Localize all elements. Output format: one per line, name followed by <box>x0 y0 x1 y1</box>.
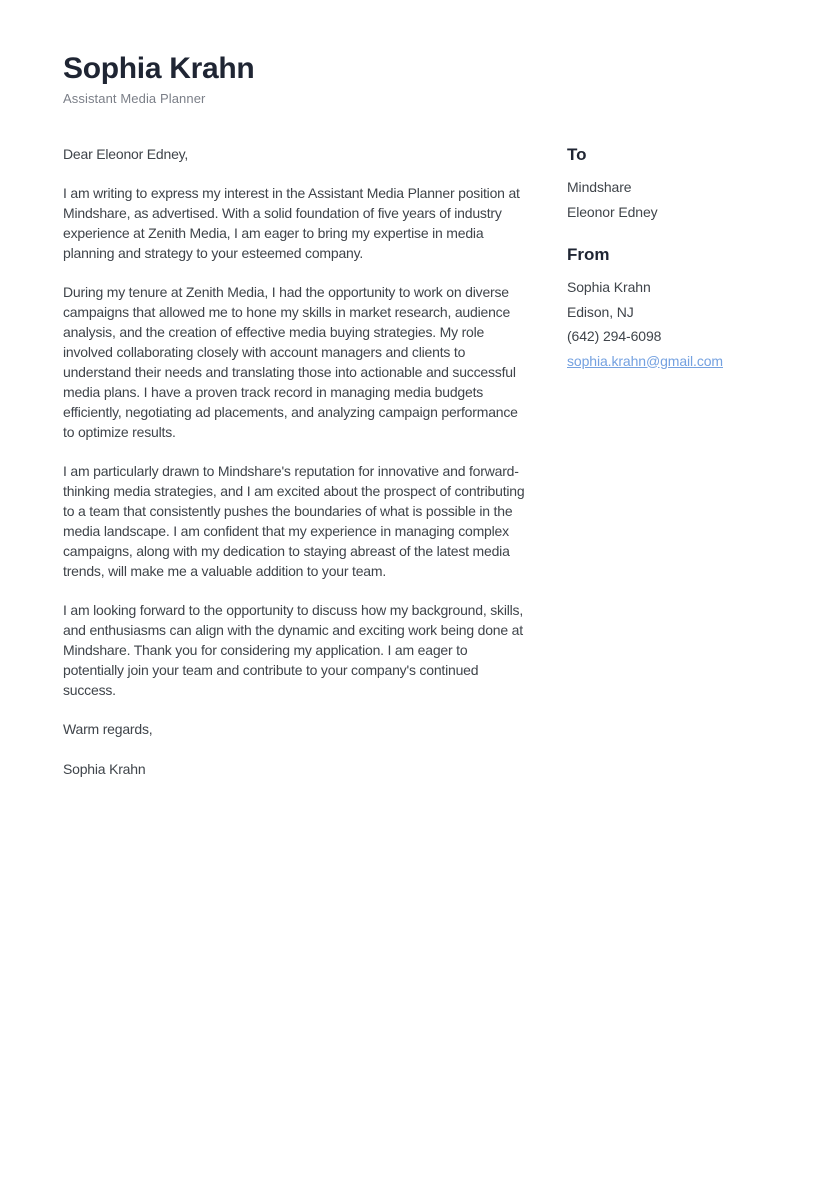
letter-paragraph: During my tenure at Zenith Media, I had the opportunity to work on diverse campaigns that allowed me to hone my skills in market research, audience analysis, and the creation of effective media buying strategies. My role involved collaborating closely with account managers and clients to understand their needs and translating those into actionable and successful media plans. I have a proven track record in managing media budgets efficiently, negotiating ad placements, and analyzing campaign performance to optimize results. <box>63 284 518 440</box>
sender-email-line <box>567 349 767 374</box>
recipient-name: Eleonor Edney <box>567 203 658 220</box>
letter-paragraph: I am looking forward to the opportunity to discuss how my background, skills, and enthusiasms can align with the dynamic and exciting work being done at Mindshare. Thank you for considering my application. I am eager to potentially join your team and contribute to your company's continued success. <box>63 602 524 698</box>
recipient-block <box>567 144 767 224</box>
recipient-company: Mindshare <box>567 179 632 195</box>
letter-paragraph: I am particularly drawn to Mindshare's reputation for innovative and forward-thinking media strategies, and I am excited about the prospect of contributing to a team that consistently pushes the boundaries of what is possible in the media landscape. I am confident that my experience in managing complex campaigns, along with my dedication to staying abreast of the latest media trends, will make me a valuable addition to your team. <box>63 463 525 579</box>
contact-sidebar <box>567 144 767 779</box>
from-heading: From <box>567 245 610 264</box>
salutation: Dear Eleonor Edney, <box>63 146 189 162</box>
letter-paragraph: I am writing to express my interest in the Assistant Media Planner position at Mindshare, as advertised. With a solid foundation of five years of industry experience at Zenith Media, I am eager to bring my expertise in media planning and strategy to your esteemed company. <box>63 185 520 261</box>
applicant-job-title: Assistant Media Planner <box>63 90 206 106</box>
letter-content <box>63 144 767 779</box>
applicant-name-heading: Sophia Krahn <box>63 52 255 85</box>
sender-location: Edison, NJ <box>567 303 634 320</box>
to-heading: To <box>567 145 587 164</box>
sender-email-link[interactable]: sophia.krahn@gmail.com <box>567 352 723 369</box>
letter-body <box>63 144 529 779</box>
sender-phone: (642) 294-6098 <box>567 328 662 344</box>
sender-block <box>567 244 767 373</box>
closing-line: Warm regards, <box>63 721 153 737</box>
signature-name: Sophia Krahn <box>63 761 146 777</box>
letter-header <box>63 52 254 106</box>
sender-name: Sophia Krahn <box>567 279 651 295</box>
